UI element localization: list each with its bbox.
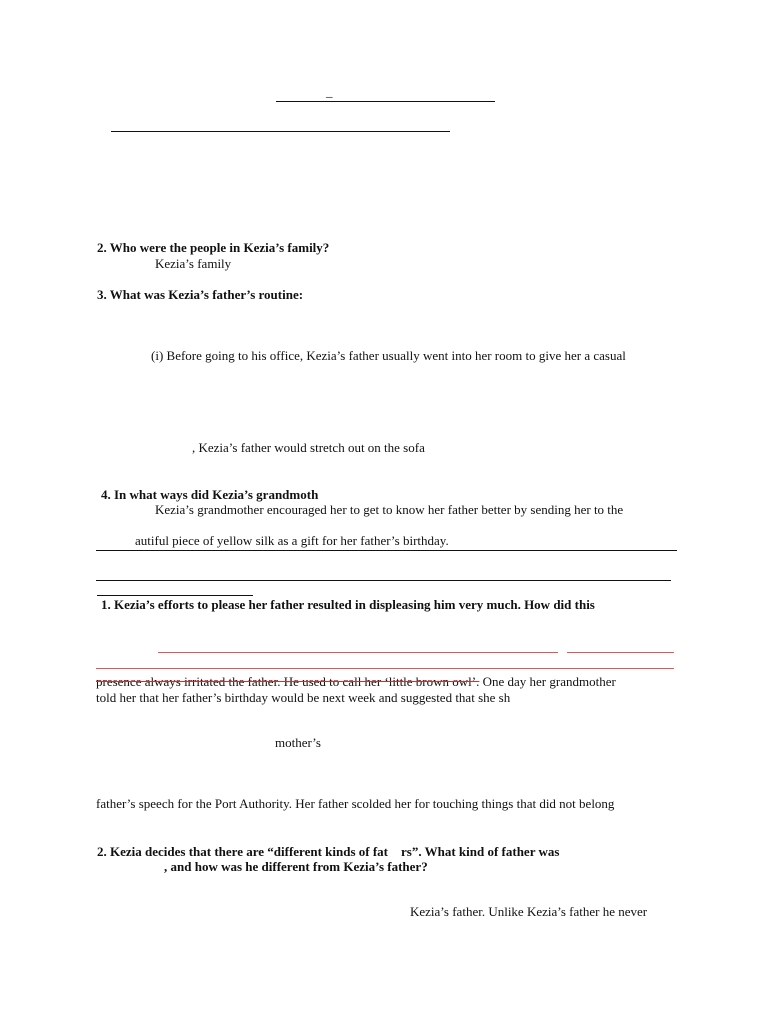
section-rule-3 (97, 595, 253, 596)
answer-1-line-1-rest: One day her grandmother (479, 674, 616, 689)
section2-answer-2: Kezia’s father. Unlike Kezia’s father he never (410, 904, 648, 919)
section2-answer-1-line-1 (96, 674, 616, 690)
answer-3-point-2: , Kezia’s father would stretch out on the sofa (192, 440, 425, 455)
answer-4-line-2: autiful piece of yellow silk as a gift for her father’s birthday. (135, 533, 449, 548)
question-4: 4. In what ways did Kezia’s grandmoth (101, 487, 319, 502)
question-3: 3. What was Kezia’s father’s routine: (97, 287, 304, 302)
section2-question-2-line-2: , and how was he different from Kezia’s father? (164, 859, 428, 874)
section2-answer-fragment: mother’s (275, 735, 321, 750)
section2-question-2-line-1: 2. Kezia decides that there are “different kinds of fat rs”. What kind of father was (97, 844, 560, 859)
red-underline-3 (96, 668, 674, 669)
red-underline-2 (567, 652, 674, 653)
question-2: 2. Who were the people in Kezia’s family? (97, 240, 330, 255)
header-underline (276, 101, 495, 102)
section-rule-1 (96, 550, 677, 551)
header-underline-2 (111, 131, 450, 132)
red-underline-1 (158, 652, 558, 653)
section2-question-1: 1. Kezia’s efforts to please her father resulted in displeasing him very much. How did this (101, 597, 595, 612)
section2-answer-1-line-2: told her that her father’s birthday would be next week and suggested that she sh (96, 690, 511, 705)
section-rule-2 (96, 580, 671, 581)
struck-text: presence always irritated the father. He used to call her ‘little brown owl’. (96, 674, 480, 689)
answer-2: Kezia’s family (155, 256, 232, 271)
section2-answer-1-line-4: father’s speech for the Port Authority. Her father scolded her for touching things that did not belong (96, 796, 615, 811)
answer-3-point-1: (i) Before going to his office, Kezia’s father usually went into her room to give her a casual (151, 348, 626, 363)
answer-4-line-1: Kezia’s grandmother encouraged her to get to know her father better by sending her to the (155, 502, 624, 517)
header-dash: _ (326, 84, 333, 99)
